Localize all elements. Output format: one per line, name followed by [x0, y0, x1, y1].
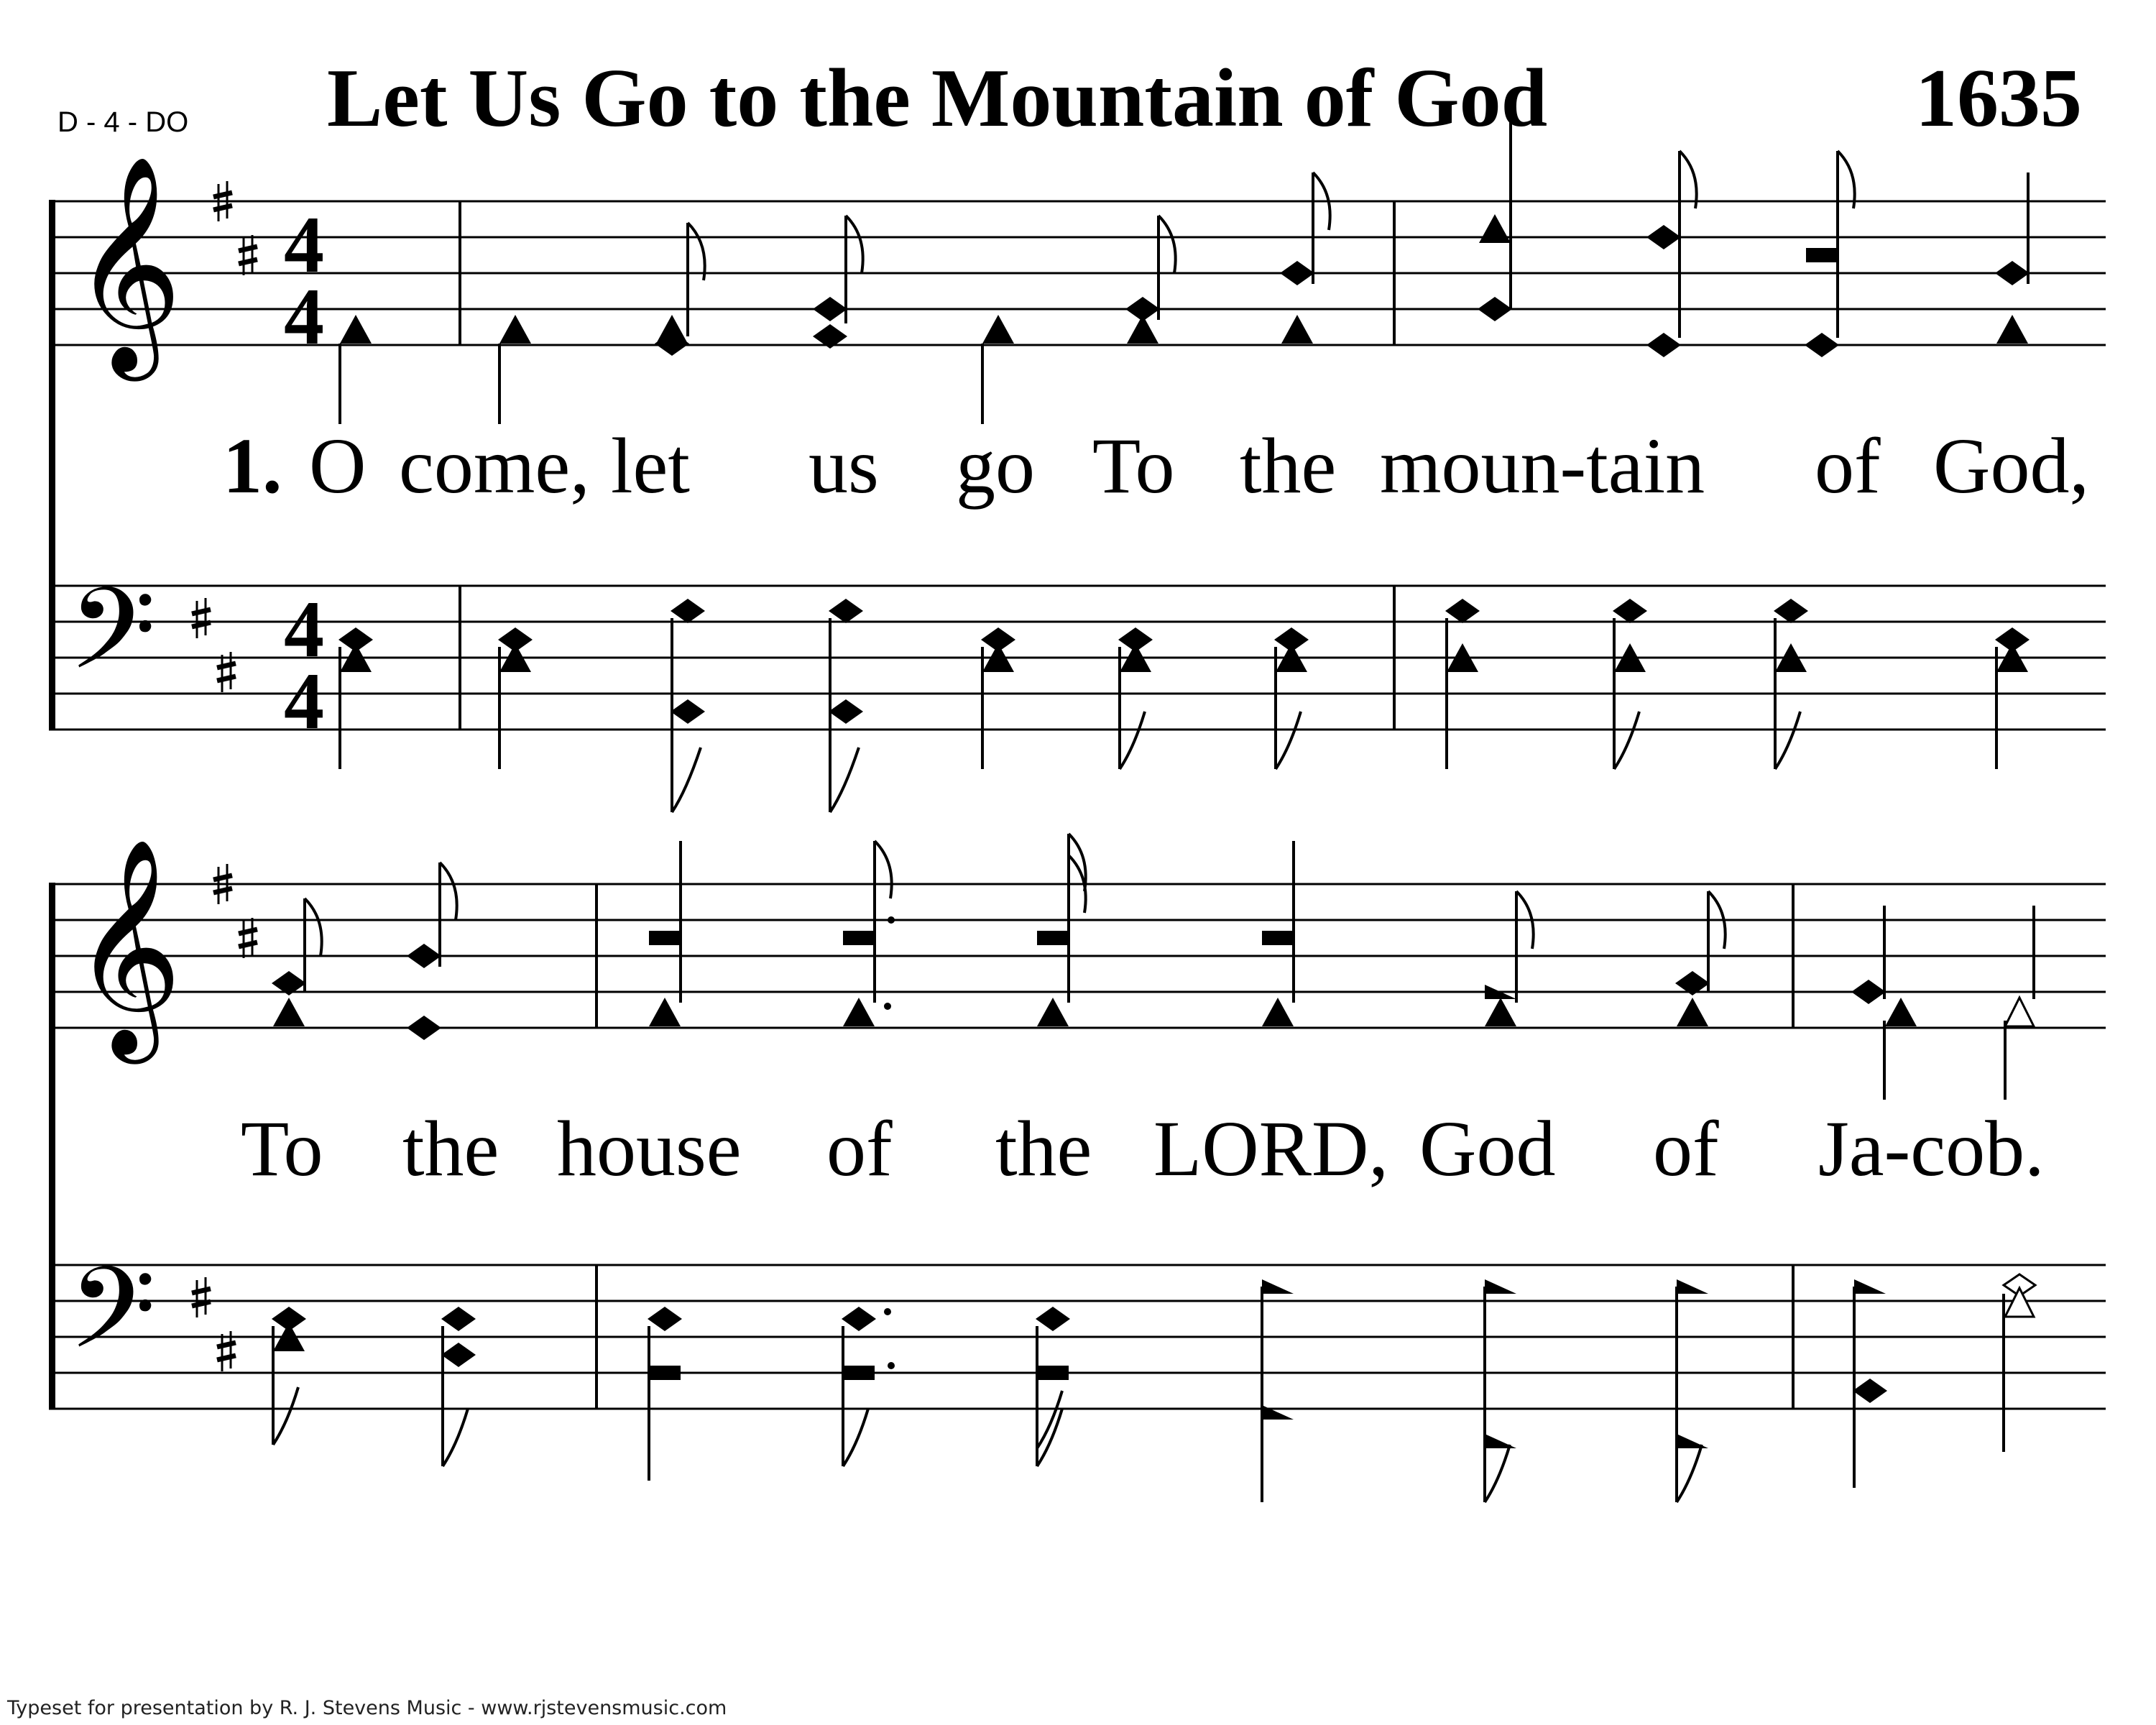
lyric-syllable: God, — [1933, 422, 2089, 510]
lyric-syllable: LORD, — [1153, 1105, 1388, 1192]
bass-staff-2 — [49, 1265, 2106, 1409]
key-signature-bass — [192, 598, 236, 692]
treble-staff-2 — [49, 884, 2106, 1028]
lyric-syllable: the — [402, 1105, 499, 1192]
lyric-syllable: of — [1815, 422, 1881, 510]
key-signature-bass — [192, 1277, 236, 1371]
lyrics-line-2 — [241, 1105, 2045, 1192]
bass-clef-icon: 𝄢 — [68, 1243, 157, 1402]
svg-text:4: 4 — [284, 201, 324, 290]
lyric-syllable: O — [309, 422, 367, 510]
time-signature-bass — [284, 585, 324, 746]
lyric-syllable: God — [1419, 1105, 1556, 1192]
verse-number: 1. — [223, 422, 282, 510]
treble-clef-icon: 𝄞 — [72, 837, 183, 1054]
lyric-syllable: house — [557, 1105, 742, 1192]
typeset-credit: Typeset for presentation by R. J. Stevens Music - www.rjstevensmusic.com — [7, 1697, 727, 1719]
lyric-syllable: the — [1240, 422, 1337, 510]
lyric-syllable: go — [956, 422, 1035, 510]
lyric-syllable: moun-tain — [1380, 422, 1705, 510]
bass-notes-1 — [338, 599, 2030, 812]
lyric-syllable: of — [1653, 1105, 1719, 1192]
key-signature-treble — [213, 181, 257, 275]
lyrics-line-1 — [223, 422, 2089, 510]
system-1 — [49, 122, 2106, 812]
lyric-syllable: the — [995, 1105, 1092, 1192]
lyric-syllable: Ja-cob. — [1818, 1105, 2045, 1192]
key-signature-treble — [213, 864, 257, 958]
svg-text:4: 4 — [284, 657, 324, 746]
lyric-syllable: us — [808, 422, 879, 510]
key-tag: D - 4 - DO — [57, 106, 189, 138]
lyric-syllable: To — [241, 1105, 323, 1192]
lyric-syllable: let — [611, 422, 690, 510]
treble-clef-icon: 𝄞 — [72, 155, 183, 372]
lyric-syllable: To — [1092, 422, 1175, 510]
system-bracket — [49, 200, 55, 730]
hymn-number: 1635 — [1915, 52, 2082, 144]
system-2 — [49, 834, 2106, 1502]
time-signature-treble — [284, 201, 324, 362]
bass-clef-icon: 𝄢 — [68, 564, 157, 722]
bass-notes-2 — [272, 1274, 2035, 1502]
system-bracket — [49, 883, 55, 1409]
lyric-syllable: of — [826, 1105, 893, 1192]
svg-text:4: 4 — [284, 272, 324, 362]
svg-text:4: 4 — [284, 585, 324, 674]
lyric-syllable: come, — [399, 422, 590, 510]
hymn-title: Let Us Go to the Mountain of God — [327, 52, 1548, 144]
treble-notes-2 — [272, 834, 2034, 1100]
